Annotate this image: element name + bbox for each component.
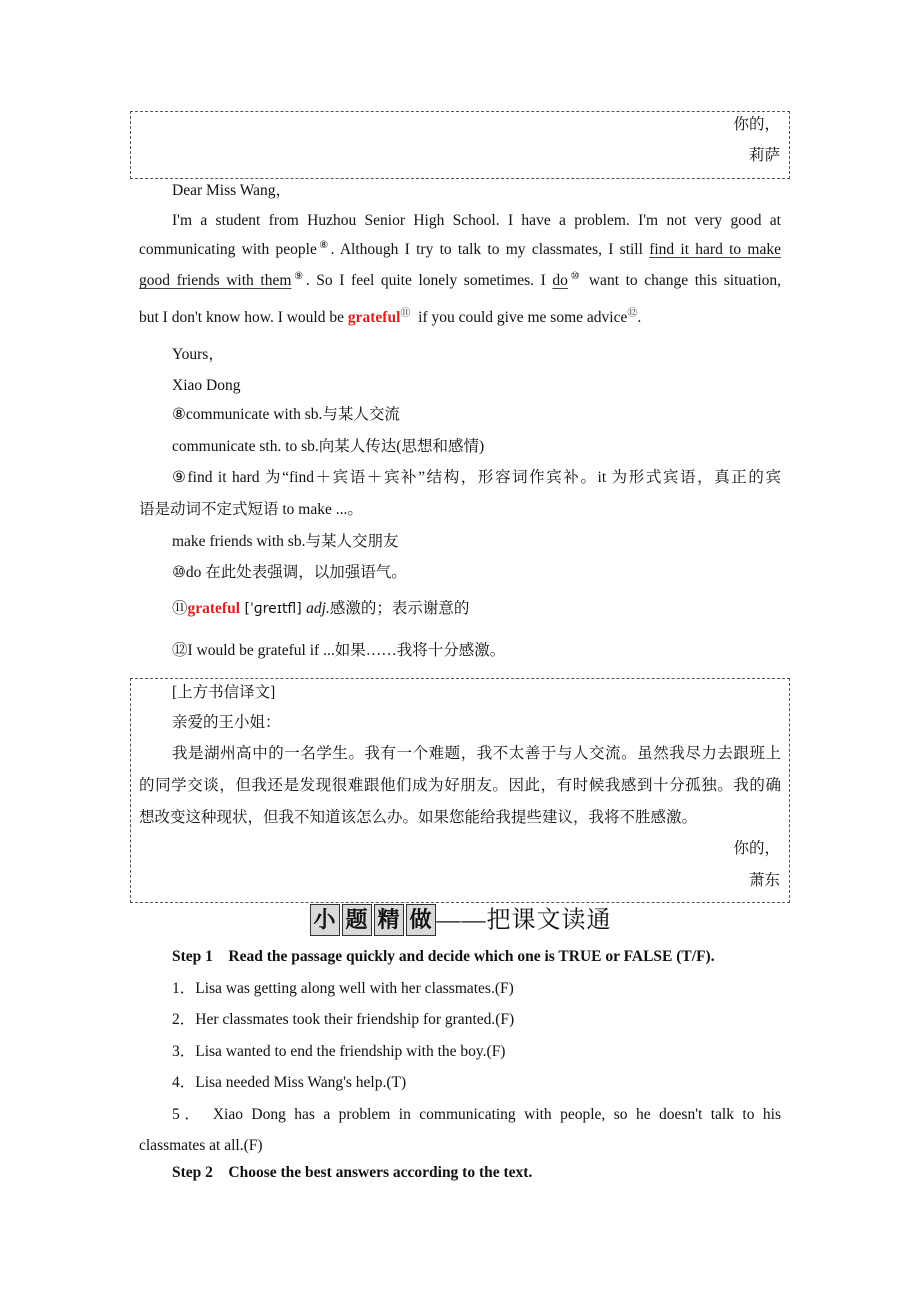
note-11-number: ⑪ xyxy=(172,600,188,617)
note-10: ⑩do 在此处表强调，以加强语气。 xyxy=(172,564,407,581)
note-11-word: grateful xyxy=(187,600,241,617)
note-9-line-2: 语是动词不定式短语 to make ...。 xyxy=(139,501,363,518)
note-11-phonetic: [ˈɡreɪtfl] xyxy=(240,601,307,617)
heading-subtitle: ——把课文读通 xyxy=(436,907,612,934)
step2-title: Step 2 Choose the best answers according to the text. xyxy=(172,1164,533,1181)
letter-text: . xyxy=(637,309,642,326)
note-ref-12: ⑫ xyxy=(627,307,638,319)
step1-question-3: 3．Lisa wanted to end the friendship with the boy.(F) xyxy=(172,1043,506,1060)
letter-text: . Although I try to talk to my classmates, I still xyxy=(330,241,650,258)
translation-line-3: 想改变这种现状，但我不知道该怎么办。如果您能给我提些建议，我将不胜感激。 xyxy=(139,809,698,826)
heading-char: 精 xyxy=(374,904,404,936)
letter-paragraph-line-1: I'm a student from Huzhou Senior High School. I have a problem. I'm not very good at xyxy=(172,212,781,229)
letter-close-box xyxy=(130,111,790,179)
note-8b: communicate sth. to sb.向某人传达(思想和感情) xyxy=(172,438,485,455)
heading-char: 做 xyxy=(406,904,436,936)
letter-closing: Yours， xyxy=(172,346,224,363)
underlined-phrase: find it hard to make xyxy=(649,241,781,258)
underlined-word-do: do xyxy=(552,272,568,289)
translation-line-2: 的同学交谈，但我还是发现很难跟他们成为好朋友。因此，有时候我感到十分孤独。我的确 xyxy=(139,777,781,794)
translation-yours: 你的， xyxy=(733,840,780,857)
step1-question-1: 1．Lisa was getting along well with her classmates.(F) xyxy=(172,980,514,997)
step1-question-5-line-1: 5． Xiao Dong has a problem in communicating with people, so he doesn't talk to his xyxy=(172,1106,781,1123)
note-11-pos: adj. xyxy=(306,600,330,617)
step1-title: Step 1 Read the passage quickly and decide which one is TRUE or FALSE (T/F). xyxy=(172,948,715,965)
letter-paragraph-line-3 xyxy=(139,271,781,291)
letter-close-yours: 你的， xyxy=(733,116,780,133)
heading-char: 小 xyxy=(310,904,340,936)
translation-greeting: 亲爱的王小姐： xyxy=(172,714,281,731)
section-heading xyxy=(0,902,920,937)
letter-text: but I don't know how. I would be xyxy=(139,309,348,326)
letter-greeting: Dear Miss Wang， xyxy=(172,182,292,199)
translation-name: 萧东 xyxy=(748,872,780,889)
note-ref-11: ⑪ xyxy=(400,307,411,319)
step1-question-5-line-2: classmates at all.(F) xyxy=(139,1137,263,1154)
note-ref-8: ⑧ xyxy=(316,239,331,251)
letter-text: . So I feel quite lonely sometimes. I xyxy=(305,272,553,289)
letter-text: want to change this situation, xyxy=(582,272,782,289)
step1-question-4: 4．Lisa needed Miss Wang's help.(T) xyxy=(172,1074,407,1091)
note-ref-9: ⑨ xyxy=(291,270,306,282)
letter-paragraph-line-4 xyxy=(139,308,641,328)
note-8: ⑧communicate with sb.与某人交流 xyxy=(172,406,400,423)
note-9c: make friends with sb.与某人交朋友 xyxy=(172,533,399,550)
note-11-definition: 感激的；表示谢意的 xyxy=(329,600,470,617)
heading-char: 题 xyxy=(342,904,372,936)
translation-title: [上方书信译文] xyxy=(172,684,276,701)
highlight-word-grateful: grateful xyxy=(347,309,401,326)
letter-text: communicating with people xyxy=(139,241,317,258)
letter-close-name: 莉萨 xyxy=(748,147,780,164)
note-9-line-1: ⑨find it hard 为“find＋宾语＋宾补”结构，形容词作宾补。it 为形式宾语，真正的宾 xyxy=(172,469,781,486)
letter-text: if you could give me some advice xyxy=(410,309,628,326)
letter-signature: Xiao Dong xyxy=(172,377,241,394)
letter-paragraph-line-2 xyxy=(139,240,781,260)
note-11 xyxy=(172,599,469,619)
note-ref-10: ⑩ xyxy=(567,270,583,282)
translation-line-1: 我是湖州高中的一名学生。我有一个难题，我不太善于与人交流。虽然我尽力去跟班上 xyxy=(172,745,781,762)
note-12: ⑫I would be grateful if ...如果……我将十分感激。 xyxy=(172,642,506,659)
step1-question-2: 2．Her classmates took their friendship for granted.(F) xyxy=(172,1011,515,1028)
underlined-phrase: good friends with them xyxy=(139,272,292,289)
